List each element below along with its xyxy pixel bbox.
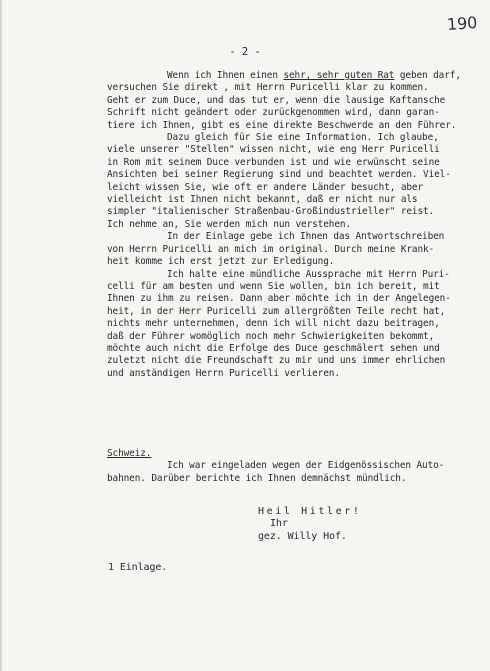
- body-line: viele unserer "Stellen" wissen nicht, wie eng Herr Puricelli: [107, 144, 440, 156]
- underlined-phrase: sehr, sehr guten Rat: [283, 70, 395, 81]
- page-number: - 2 -: [229, 46, 261, 58]
- body-line: daß der Führer womöglich noch mehr Schwierigkeiten bekommt,: [107, 330, 435, 342]
- body-line: bahnen. Darüber berichte ich Ihnen demnächst mündlich.: [107, 472, 407, 484]
- body-line: Geht er zum Duce, und das tut er, wenn die lausige Kaftansche: [107, 94, 446, 106]
- enclosure-note: 1 Einlage.: [108, 562, 168, 573]
- body-line: von Herrn Puricelli an mich im original. Durch meine Krank-: [107, 243, 435, 255]
- body-line: Ich nehme an, Sie werden mich nun verstehen.: [107, 218, 351, 230]
- line-segment: Wenn ich Ihnen einen: [167, 70, 284, 81]
- line-segment: geben darf,: [394, 70, 461, 81]
- body-line: versuchen Sie direkt , mit Herrn Puricelli klar zu kommen.: [107, 82, 429, 94]
- closing-block: [258, 506, 361, 543]
- body-line: Dazu gleich für Sie eine Information. Ich glaube,: [167, 132, 439, 144]
- signature: gez. Willy Hof.: [258, 530, 347, 542]
- body-line: simpler "italienischer Straßenbau-Großindustrieller" reist.: [107, 206, 435, 218]
- body-line: Ich war eingeladen wegen der Eidgenössischen Auto-: [167, 460, 445, 472]
- letter-body: [107, 70, 467, 380]
- body-line: möchte auch nicht die Erfolge des Duce geschmälert sehen und: [107, 342, 440, 354]
- body-line: leicht wissen Sie, wie oft er andere Länder besucht, aber: [107, 181, 424, 193]
- body-line: Ich halte eine mündliche Aussprache mit Herrn Puri-: [167, 268, 450, 280]
- body-line: celli für am besten und wenn Sie wollen, bin ich bereit, mit: [107, 280, 440, 292]
- body-line: Ihnen zu ihm zu reisen. Dann aber möchte ich in der Angelegen-: [107, 293, 451, 305]
- body-line: In der Einlage gebe ich Ihnen das Antwortschreiben: [167, 231, 445, 243]
- body-line: und anständigen Herrn Puricelli verlieren.: [107, 367, 340, 379]
- closing-ihr: Ihr: [270, 518, 288, 530]
- section-heading: Schweiz.: [107, 448, 152, 459]
- body-line: heit, in der Herr Puricelli zum allergrößten Teile recht hat,: [107, 305, 446, 317]
- body-line: vielleicht ist Ihnen nicht bekannt, daß er nicht nur als: [107, 194, 418, 206]
- folio-number: 190: [446, 12, 478, 35]
- body-line: [107, 70, 467, 82]
- body-line: Ansichten bei seiner Regierung sind und beachtet werden. Viel-: [107, 169, 451, 181]
- schweiz-section: [107, 448, 444, 485]
- body-line: zuletzt nicht die Freundschaft zu mir und uns immer ehrlichen: [107, 355, 446, 367]
- body-line: heit komme ich erst jetzt zur Erledigung.: [107, 256, 335, 268]
- body-line: tiere ich Ihnen, gibt es eine direkte Beschwerde an den Führer.: [107, 119, 457, 131]
- body-line: Schrift nicht geändert oder zurückgenommen wird, dann garan-: [107, 107, 440, 119]
- body-line: nichts mehr unternehmen, denn ich will nicht dazu beitragen,: [107, 318, 440, 330]
- salutation: Heil Hitler!: [258, 506, 362, 517]
- page-edge: [0, 0, 2, 671]
- body-line: in Rom mit seinem Duce verbunden ist und wie erwünscht seine: [107, 156, 440, 168]
